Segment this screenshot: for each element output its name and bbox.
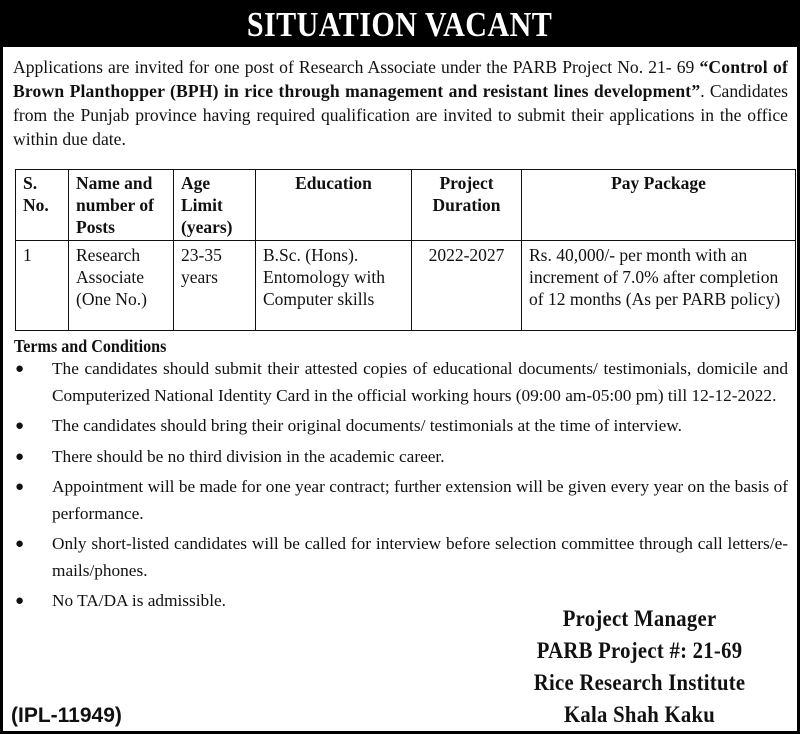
list-item — [3, 531, 788, 584]
term-text: There should be no third division in the academic career. — [52, 446, 445, 466]
project-title: “Control of Brown Planthopper (BPH) in rice through management and resistant lines development” — [13, 57, 789, 101]
cell-age: 23-35 years — [174, 241, 256, 331]
header-pay: Pay Package — [522, 170, 796, 241]
table-header-row — [16, 170, 796, 241]
signature-block — [522, 603, 757, 731]
cell-name: Research Associate (One No.) — [69, 241, 174, 331]
terms-heading — [14, 336, 180, 357]
list-item — [3, 474, 788, 527]
intro-tail: . Candidates from the Punjab province having required qualification are invited to submit their applications in the office within due date. — [13, 81, 788, 149]
intro-lead: Applications are invited for one post of Research Associate under the PARB Project No. 21- 69 — [13, 57, 700, 77]
header-name: Name and number of Posts — [69, 170, 174, 241]
intro-paragraph — [13, 55, 788, 151]
list-item — [3, 413, 788, 440]
list-item — [3, 444, 788, 471]
header-sno: S. No. — [16, 170, 69, 241]
cell-sno: 1 — [16, 241, 69, 331]
cell-education: B.Sc. (Hons). Entomology with Computer skills — [256, 241, 412, 331]
terms-list — [3, 356, 788, 619]
table-row — [16, 241, 796, 331]
term-text: Only short-listed candidates will be called for interview before selection committee through call letters/e-mails/phones. — [52, 534, 788, 580]
header-age: Age Limit (years) — [174, 170, 256, 241]
reference-code: (IPL-11949) — [11, 704, 122, 727]
bullet-icon: ● — [15, 361, 25, 377]
bullet-icon: ● — [15, 448, 25, 465]
header-duration: Project Duration — [412, 170, 522, 241]
signature-institute: Rice Research Institute — [533, 670, 746, 695]
banner-title: SITUATION VACANT — [247, 5, 553, 44]
bullet-icon: ● — [15, 593, 25, 609]
posts-table — [15, 169, 796, 331]
signature-designation: Project Manager — [562, 606, 717, 631]
cell-duration: 2022-2027 — [412, 241, 522, 331]
bullet-icon: ● — [15, 479, 25, 495]
bullet-icon: ● — [15, 418, 25, 434]
term-text: The candidates should submit their attested copies of educational documents/ testimonials, domicile and Computerized National Identity Card in the official working hours (09:00 am-05:00 pm) till 12-12-2022. — [52, 359, 788, 405]
term-text: No TA/DA is admissible. — [52, 591, 226, 610]
signature-project: PARB Project #: 21-69 — [536, 638, 743, 663]
signature-location: Kala Shah Kaku — [563, 702, 715, 727]
header-education: Education — [256, 170, 412, 241]
list-item — [3, 356, 788, 409]
bullet-icon: ● — [15, 536, 25, 552]
cell-pay: Rs. 40,000/- per month with an increment of 7.0% after completion of 12 months (As per PARB policy) — [522, 241, 796, 331]
banner — [3, 3, 797, 47]
term-text: The candidates should bring their original documents/ testimonials at the time of interview. — [52, 416, 682, 435]
term-text: Appointment will be made for one year contract; further extension will be given every year on the basis of performance. — [52, 477, 788, 523]
terms-heading-text: Terms and Conditions — [14, 336, 167, 356]
